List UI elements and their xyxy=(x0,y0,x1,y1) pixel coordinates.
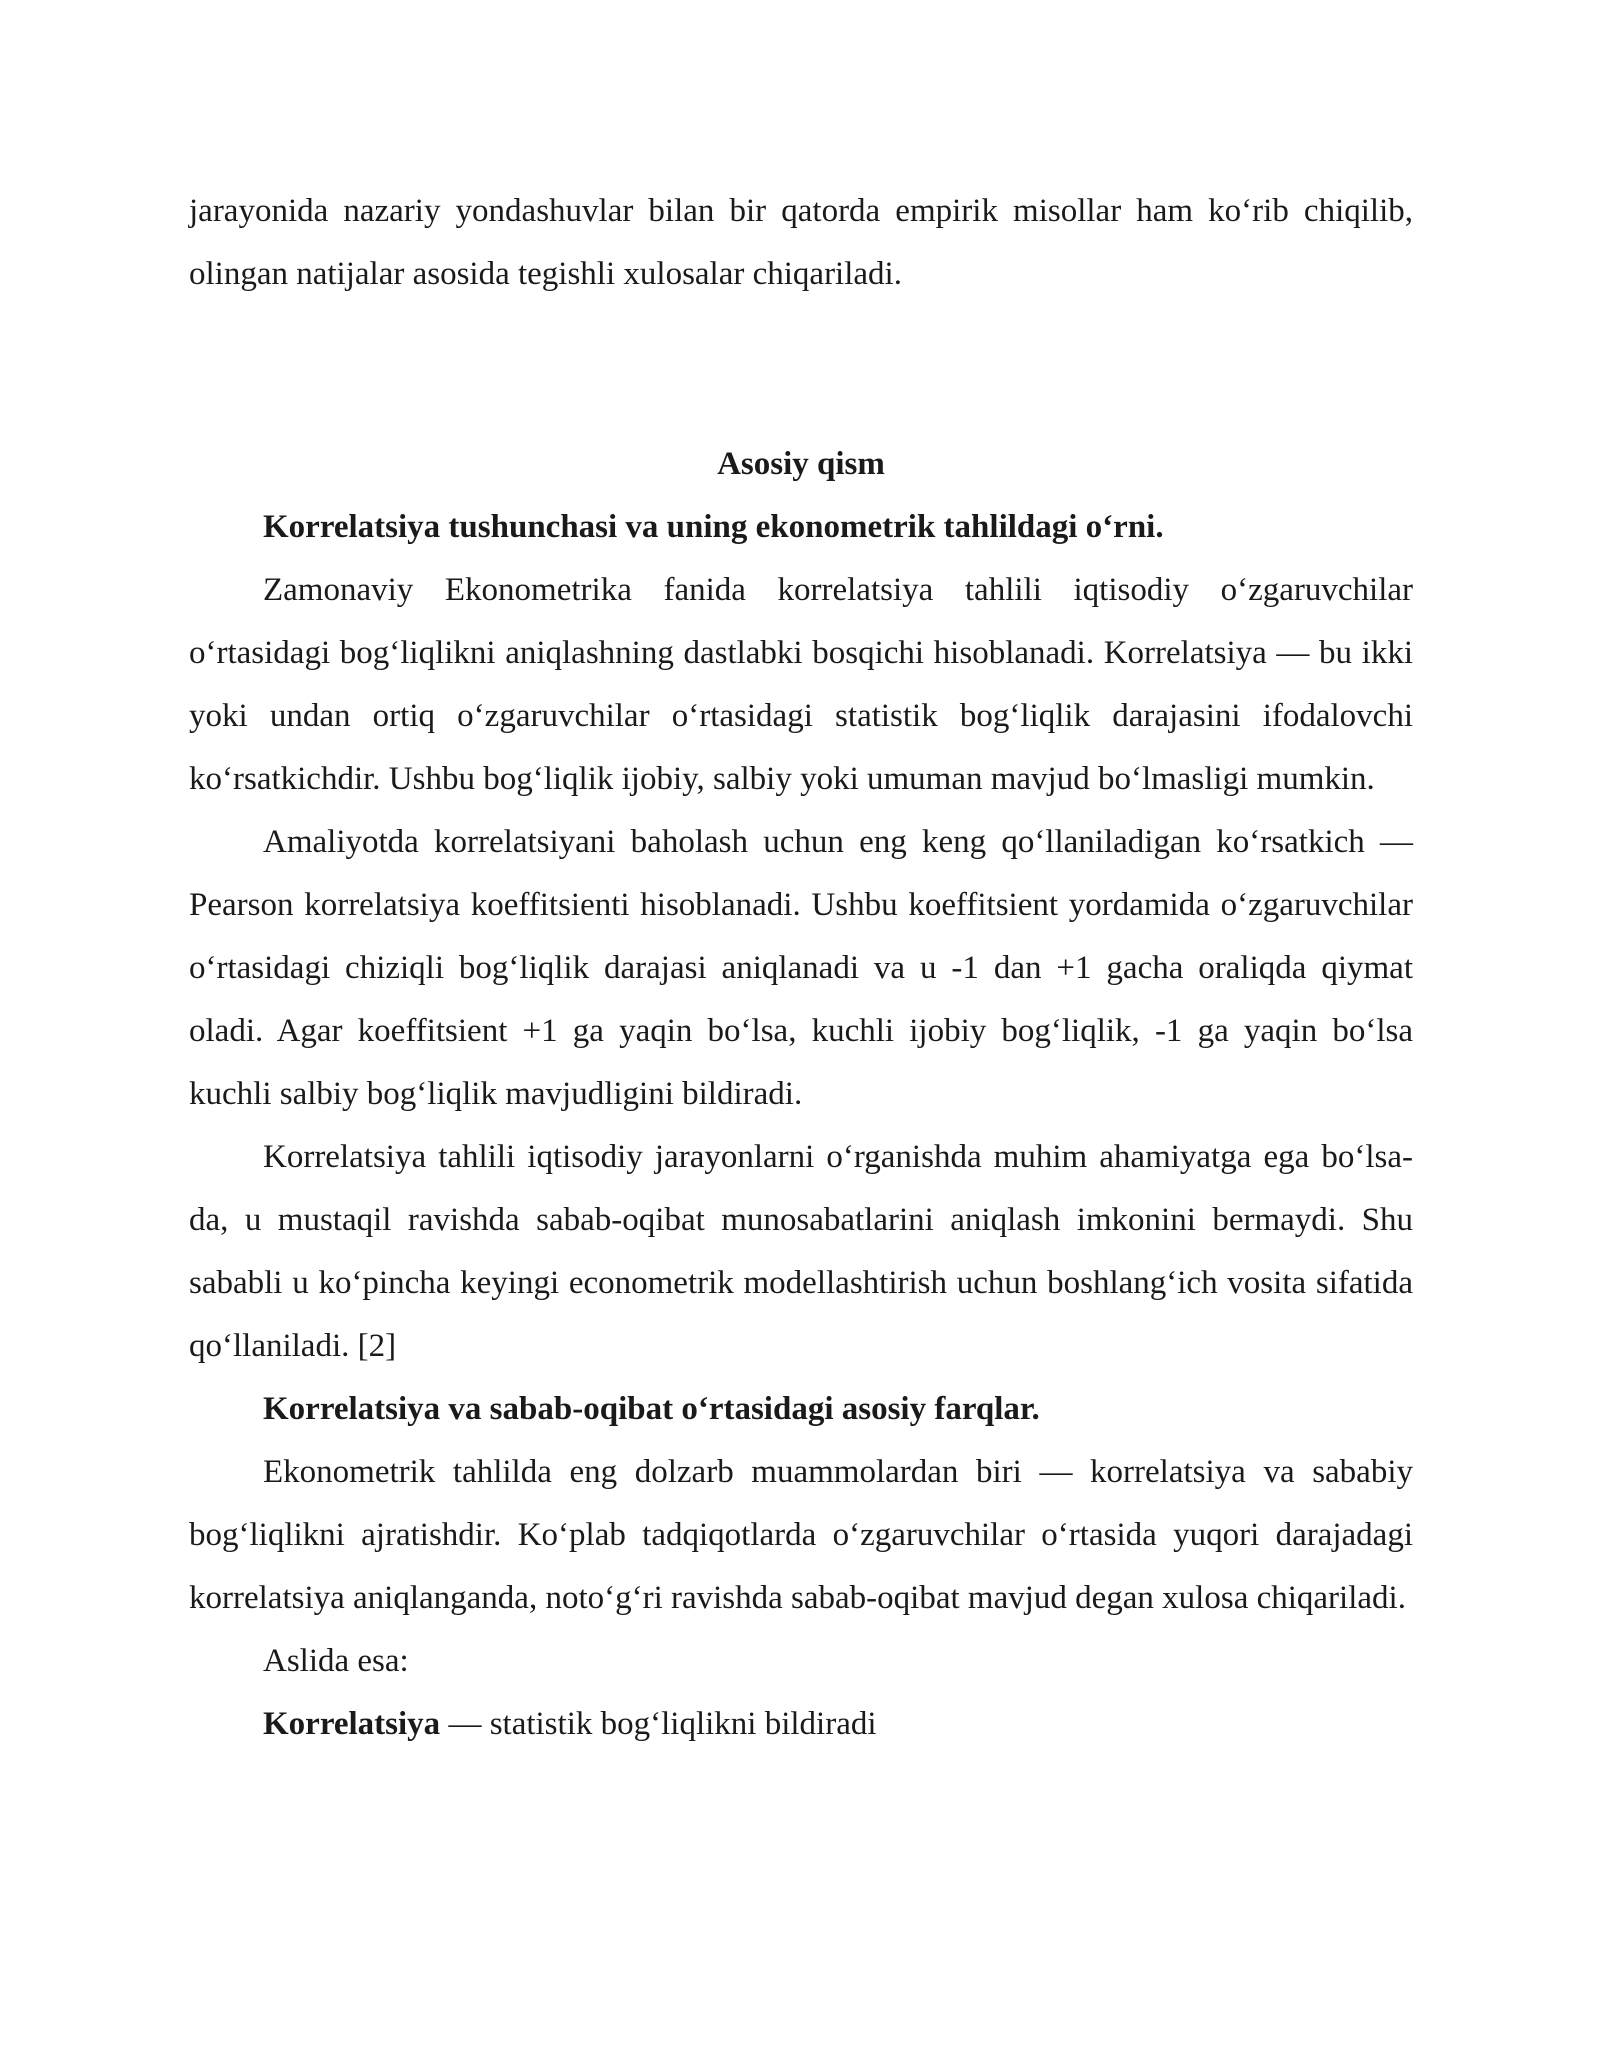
document-page xyxy=(189,180,1413,1756)
paragraph-correlation-definition: Zamonaviy Ekonometrika fanida korrelatsiya tahlili iqtisodiy o‘zgaruvchilar o‘rtasidagi bog‘liqlikni aniqlashning dastlabki bosqichi hisoblanadi. Korrelatsiya — bu ikki yoki undan ortiq o‘zgaruvchilar o‘rtasidagi statistik bog‘liqlik darajasini ifodalovchi ko‘rsatkichdir. Ushbu bog‘liqlik ijobiy, salbiy yoki umuman mavjud bo‘lmasligi mumkin. xyxy=(189,572,1413,797)
paragraph-pearson-coefficient: Amaliyotda korrelatsiyani baholash uchun eng keng qo‘llaniladigan ko‘rsatkich — Pearson korrelatsiya koeffitsienti hisoblanadi. Ushbu koeffitsient yordamida o‘zgaruvchilar o‘rtasidagi chiziqli bog‘liqlik darajasi aniqlanadi va u -1 dan +1 gacha oraliqda qiymat oladi. Agar koeffitsient +1 ga yaqin bo‘lsa, kuchli ijobiy bog‘liqlik, -1 ga yaqin bo‘lsa kuchli salbiy bog‘liqlik mavjudligini bildiradi. xyxy=(189,824,1413,1112)
section-title: Asosiy qism xyxy=(717,446,885,482)
definition-term: Korrelatsiya xyxy=(263,1706,441,1742)
definition-line xyxy=(189,1693,1413,1756)
section-spacer xyxy=(189,306,1413,433)
intro-paragraph: jarayonida nazariy yondashuvlar bilan bir qatorda empirik misollar ham ko‘rib chiqilib, olingan natijalar asosida tegishli xulosalar chiqariladi. xyxy=(189,193,1413,292)
subheading-correlation-vs-causality: Korrelatsiya va sabab-oqibat o‘rtasidagi asosiy farqlar. xyxy=(263,1391,1040,1427)
paragraph-in-fact: Aslida esa: xyxy=(263,1643,409,1679)
definition-text: — statistik bog‘liqlikni bildiradi xyxy=(440,1706,877,1742)
paragraph-causality-problem: Ekonometrik tahlilda eng dolzarb muammolardan biri — korrelatsiya va sababiy bog‘liqlikni ajratishdir. Ko‘plab tadqiqotlarda o‘zgaruvchilar o‘rtasida yuqori darajadagi korrelatsiya aniqlanganda, noto‘g‘ri ravishda sabab-oqibat mavjud degan xulosa chiqariladi. xyxy=(189,1454,1413,1616)
subheading-correlation-concept: Korrelatsiya tushunchasi va uning ekonometrik tahlildagi o‘rni. xyxy=(263,509,1164,545)
paragraph-correlation-limitations: Korrelatsiya tahlili iqtisodiy jarayonlarni o‘rganishda muhim ahamiyatga ega bo‘lsa-da, u mustaqil ravishda sabab-oqibat munosabatlarini aniqlash imkonini bermaydi. Shu sababli u ko‘pincha keyingi econometrik modellashtirish uchun boshlang‘ich vosita sifatida qo‘llaniladi. [2] xyxy=(189,1139,1413,1364)
